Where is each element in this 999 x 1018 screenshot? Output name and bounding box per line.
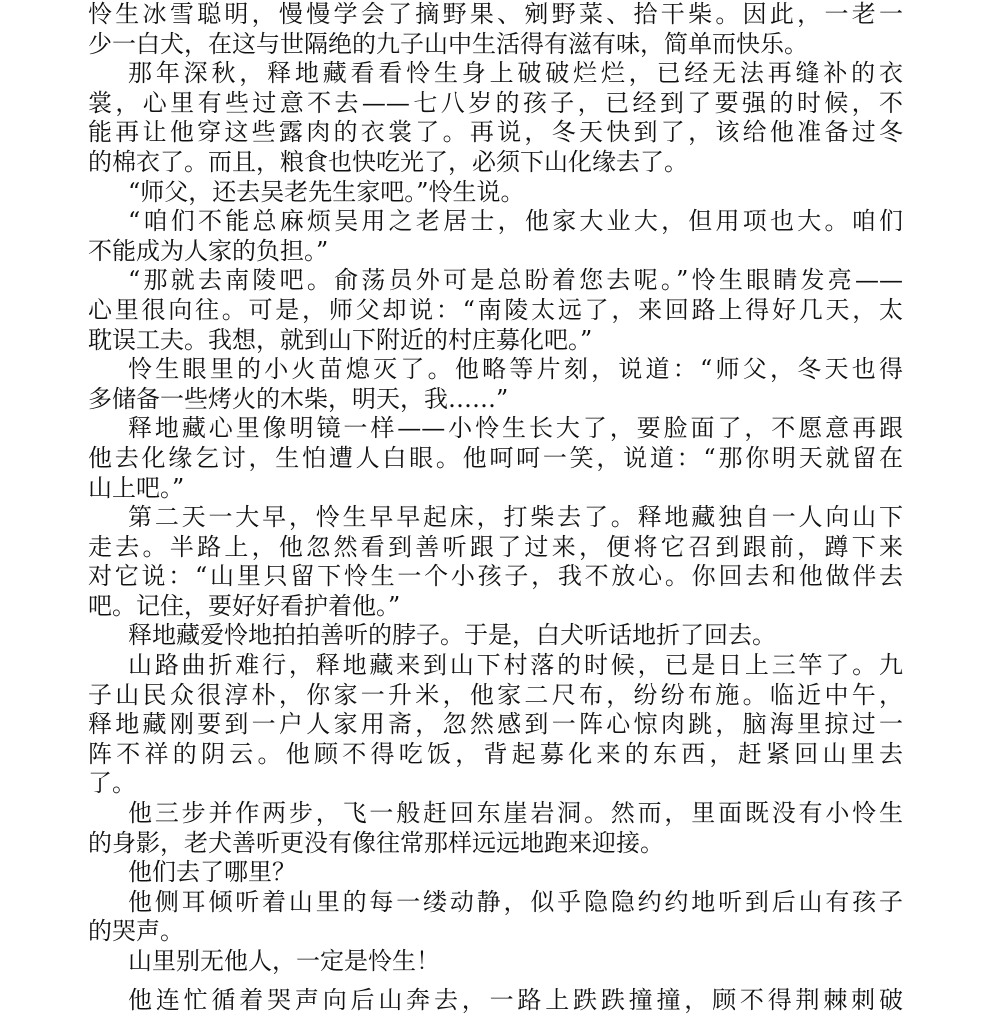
text-line: 山里别无他人，一定是怜生！: [128, 947, 440, 975]
text-line: 心里很向往。可是，师父却说：“南陵太远了，来回路上得好几天，太: [88, 295, 903, 324]
text-line: 他侧耳倾听着山里的每一缕动静，似乎隐隐约约地听到后山有孩子: [128, 887, 903, 916]
text-line: 他们去了哪里？: [128, 858, 296, 887]
text-line: 对它说：“山里只留下怜生一个小孩子，我不放心。你回去和他做伴去: [88, 562, 903, 591]
text-line: 少一白犬，在这与世隔绝的九子山中生活得有滋有味，简单而快乐。: [88, 29, 808, 58]
text-line: 他去化缘乞讨，生怕遭人白眼。他呵呵一笑，说道：“那你明天就留在: [88, 443, 903, 472]
text-line: 山上吧。”: [88, 473, 185, 502]
text-line: 释地藏爱怜地拍拍善听的脖子。于是，白犬听话地折了回去。: [128, 621, 776, 650]
text-line: 第二天一大早，怜生早早起床，打柴去了。释地藏独自一人向山下: [128, 503, 903, 532]
text-line: 耽误工夫。我想，就到山下附近的村庄募化吧。”: [88, 325, 593, 354]
text-line: “咱们不能总麻烦吴用之老居士，他家大业大，但用项也大。咱们: [128, 207, 903, 236]
text-line: 了。: [88, 769, 136, 798]
text-line: 释地藏刚要到一户人家用斋，忽然感到一阵心惊肉跳，脑海里掠过一: [88, 710, 903, 739]
text-line: “那就去南陵吧。俞荡员外可是总盼着您去呢。”怜生眼睛发亮——: [128, 266, 903, 295]
text-line: 阵不祥的阴云。他顾不得吃饭，背起募化来的东西，赶紧回山里去: [88, 739, 903, 768]
text-line: 山路曲折难行，释地藏来到山下村落的时候，已是日上三竿了。九: [128, 651, 903, 680]
text-line: 多储备一些烤火的木柴，明天，我……”: [88, 384, 509, 413]
cropped-text-line-content: 他连忙循着哭声向后山奔去，一路上跌跌撞撞，顾不得荆棘刺破: [128, 986, 903, 1014]
cropped-text-line: [88, 986, 903, 1018]
text-line: 的身影，老犬善听更没有像往常那样远远地跑来迎接。: [88, 828, 664, 857]
text-line: 能再让他穿这些露肉的衣裳了。再说，冬天快到了，该给他准备过冬: [88, 118, 903, 147]
text-line: 走去。半路上，他忽然看到善听跟了过来，便将它召到跟前，蹲下来: [88, 532, 903, 561]
text-line: 子山民众很淳朴，你家一升米，他家二尺布，纷纷布施。临近中午，: [88, 680, 903, 709]
text-line: 的哭声。: [88, 917, 184, 946]
text-line: 怜生眼里的小火苗熄灭了。他略等片刻，说道：“师父，冬天也得: [128, 355, 903, 384]
text-line: 吧。记住，要好好看护着他。”: [88, 591, 401, 620]
text-line: 他三步并作两步，飞一般赶回东崖岩洞。然而，里面既没有小怜生: [128, 799, 903, 828]
text-line: 的棉衣了。而且，粮食也快吃光了，必须下山化缘去了。: [88, 147, 688, 176]
article-page: [88, 0, 903, 1014]
text-line: 裳，心里有些过意不去——七八岁的孩子，已经到了要强的时候，不: [88, 88, 903, 117]
text-line: 不能成为人家的负担。”: [88, 236, 329, 265]
text-line: 释地藏心里像明镜一样——小怜生长大了，要脸面了，不愿意再跟: [128, 414, 903, 443]
text-line: “师父，还去吴老先生家吧。”怜生说。: [128, 177, 525, 206]
text-line: 怜生冰雪聪明，慢慢学会了摘野果、剜野菜、拾干柴。因此，一老一: [88, 0, 903, 28]
text-line: 那年深秋，释地藏看看怜生身上破破烂烂，已经无法再缝补的衣: [128, 59, 903, 88]
